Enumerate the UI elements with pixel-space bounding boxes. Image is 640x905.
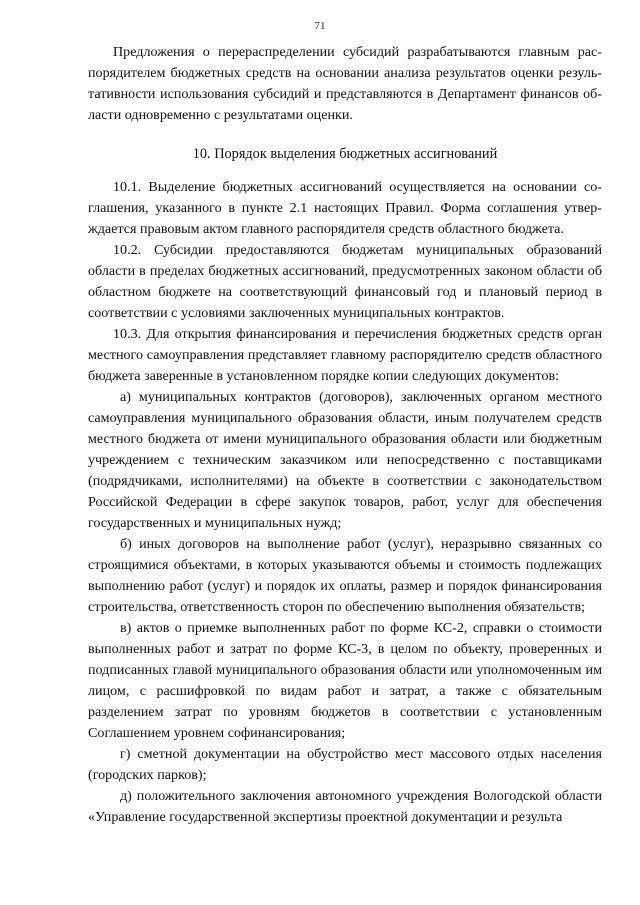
list-item-d: д) положительного заключения автономного учреждения Вологодской области «Управление государственной экспертизы проектной документации и результа — [88, 788, 602, 825]
page-number: 71 — [314, 20, 326, 32]
paragraph-10-3: 10.3. Для открытия финансирования и перечисления бюджетных средств орган местного самоуправления представляет главному распорядителю средств областного бюджета заверенные в установленном порядке копии следующих документов: — [88, 326, 602, 384]
paragraph-10-1: 10.1. Выделение бюджетных ассигнований осуществляется на основании соглашения, указанного в пункте 2.1 настоящих Правил. Форма соглашения утверждается правовым актом главного распорядителя средств областного бюджета. — [88, 179, 602, 237]
document-body — [88, 42, 602, 828]
list-item-g: г) сметной документации на обустройство мест массового отдых населения (городских парков); — [88, 746, 602, 783]
list-item-b: б) иных договоров на выполнение работ (услуг), неразрывно связанных со строящимися объектами, в которых указываются объемы и стоимость подлежащих выполнению работ (услуг) и порядок их оплаты, размер и порядок финансирования строительства, ответственность сторон по обеспечению выполнения обязательств; — [88, 536, 602, 615]
list-item-a: а) муниципальных контрактов (договоров), заключенных органом местного самоуправления муниципального образования области, иным получателем средств местного бюджета от имени муниципального образования области или бюджетным учреждением с техническим заказчиком или непосредственно с поставщиками (подрядчиками, исполнителями) на объекте в соответствии с законодательством Российской Федерации в сфере закупок товаров, работ, услуг для обеспечения государственных и муниципальных нужд; — [88, 389, 602, 531]
section-title: 10. Порядок выделения бюджетных ассигнований — [192, 146, 498, 162]
paragraph-10-2: 10.2. Субсидии предоставляются бюджетам муниципальных образований области в пределах бюджетных ассигнований, предусмотренных законом области об областном бюджете на соответствующий финансовый год и плановый период в соответствии с условиями заключенных муниципальных контрактов. — [88, 242, 602, 321]
list-item-v: в) актов о приемке выполненных работ по форме КС-2, справки о стоимости выполненных работ и затрат по форме КС-3, в целом по объекту, проверенных и подписанных главой муниципального образования области или уполномоченным им лицом, с расшифровкой по видам работ и затрат, а также с обязательным разделением затрат по уровням бюджетов в соответствии с установленным Соглашением уровнем софинансирования; — [88, 620, 602, 741]
intro-paragraph: Предложения о перераспределении субсидий разрабатываются главным распорядителем бюджетных средств на основании анализа результатов оценки результативности использования субсидий и представляются в Департамент финансов области одновременно с результатами оценки. — [88, 44, 602, 123]
